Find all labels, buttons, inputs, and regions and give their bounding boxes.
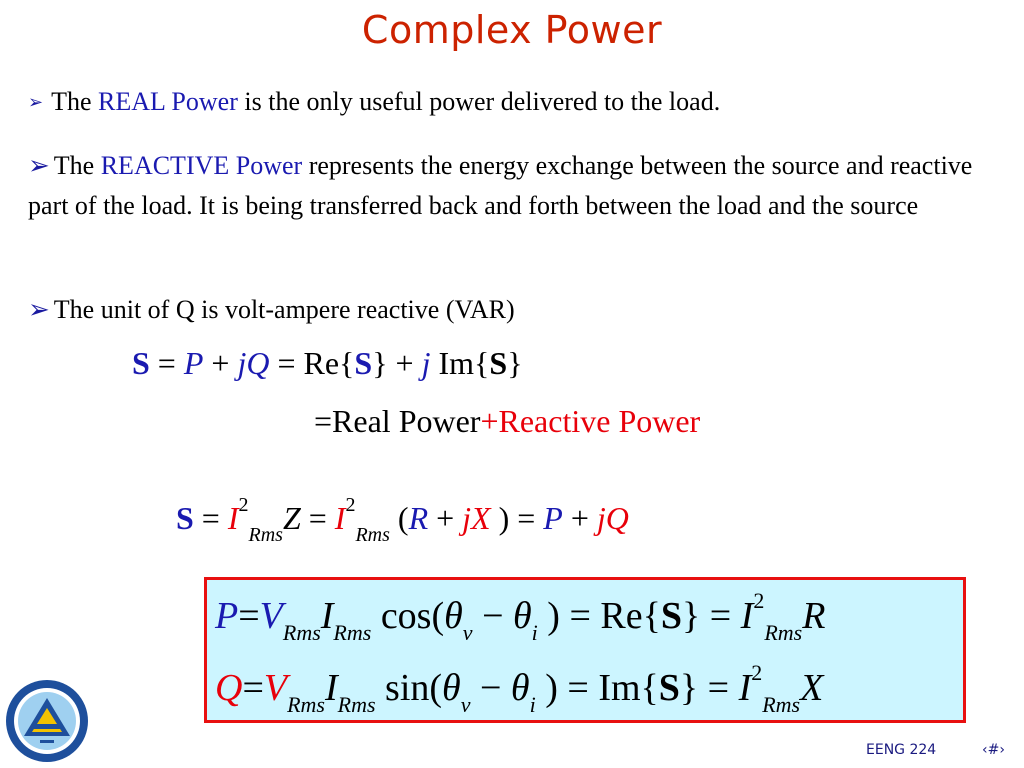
university-logo-icon <box>4 678 90 764</box>
equation-s-impedance: $S = I^2_{Rms}Z = I^2_{Rms}$ (R + jX ) = P + jQ <box>176 494 629 546</box>
bullet-reactive-power: ➢ The REACTIVE Power represents the energy exchange between the source and reactive part of the load. It is being transferred back and forth between the load and the source <box>28 151 973 220</box>
equation-complex-power: S = P + jQ = Re{S} + j Im{S} <box>132 345 523 381</box>
real-power-term: REAL Power <box>98 87 238 116</box>
reactive-power-term: REACTIVE Power <box>100 151 303 180</box>
course-code: EENG 224 <box>866 742 937 758</box>
arrow-bullet-icon: ➢ <box>28 151 50 180</box>
equation-reactive-power: $Q=V_{Rms}I_{Rms}$ $\sin(\theta_v - \theta_i$ ) = $Im\{S\} = I^2_{Rms}X$ <box>215 660 824 717</box>
slide-title: Complex Power <box>361 8 663 52</box>
equation-real-power: $P=V_{Rms}I_{Rms}$ $\cos(\theta_v - \theta_i$ ) = $Re\{S\} = I^2_{Rms}R$ <box>215 588 826 645</box>
bullet-real-power: ➢ The REAL Power is the only useful power delivered to the load. <box>28 87 721 116</box>
equation-real-plus-reactive: =Real Power+Reactive Power <box>314 403 701 439</box>
arrow-bullet-icon: ➢ <box>28 92 44 112</box>
bullet-unit-q: ➢ The unit of Q is volt-ampere reactive (VAR) <box>28 295 515 324</box>
page-number: ‹#› <box>982 742 1005 758</box>
arrow-bullet-icon: ➢ <box>28 295 50 324</box>
power-formulas-box <box>204 577 966 723</box>
